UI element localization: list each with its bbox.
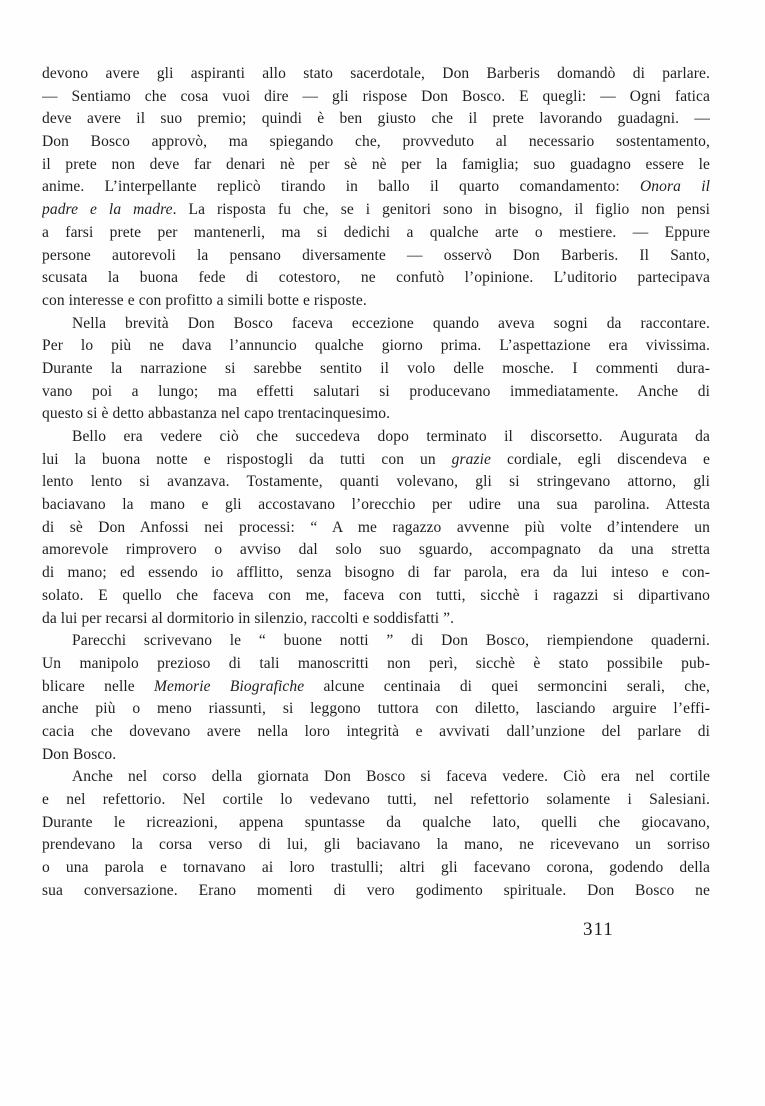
text-line	[42, 108, 710, 131]
text-line	[42, 880, 710, 903]
text-segment: amorevole rimprovero o avviso dal solo suo sguardo, accompagnato da una stretta	[42, 541, 710, 559]
text-segment: Don Bosco.	[42, 745, 117, 763]
text-line	[42, 676, 710, 699]
text-segment: Nella brevità Don Bosco faceva eccezione quando aveva sogni da raccontare.	[72, 314, 710, 332]
text-segment: anime. L’interpellante replicò tirando in ballo il quarto comandamento:	[42, 178, 640, 196]
text-line	[42, 86, 710, 109]
text-line	[42, 403, 710, 426]
paragraph	[42, 63, 710, 313]
italic-text-segment: grazie	[451, 450, 492, 468]
text-line	[42, 335, 710, 358]
paragraph	[42, 630, 710, 766]
text-segment: — Sentiamo che cosa vuoi dire — gli rispose Don Bosco. E quegli: — Ogni fatica	[42, 87, 710, 105]
text-line	[42, 608, 710, 631]
text-segment: alcune centinaia di quei sermoncini serali, che,	[304, 677, 710, 695]
text-line	[42, 176, 710, 199]
text-segment: Don Bosco approvò, ma spiegando che, provveduto al necessario sostentamento,	[42, 133, 710, 151]
text-segment: questo si è detto abbastanza nel capo trentacinquesimo.	[42, 405, 391, 423]
text-line	[42, 449, 710, 472]
text-line	[42, 290, 710, 313]
text-segment: baciavano la mano e gli accostavano l’orecchio per udire una sua parolina. Attesta	[42, 496, 710, 514]
italic-text-segment: Memorie Biografiche	[154, 677, 305, 695]
text-segment: scusata la buona fede di cotestoro, ne confutò l’opinione. L’uditorio partecipava	[42, 269, 710, 287]
text-line	[42, 471, 710, 494]
text-line	[42, 313, 710, 336]
text-segment: vano poi a lungo; ma effetti salutari si producevano immediatamente. Anche di	[42, 382, 710, 400]
text-line	[42, 199, 710, 222]
text-segment: Parecchi scrivevano le “ buone notti ” di Don Bosco, riempiendone quaderni.	[72, 632, 710, 650]
text-segment: devono avere gli aspiranti allo stato sacerdotale, Don Barberis domandò di parlare.	[42, 65, 710, 82]
text-segment: . La risposta fu che, se i genitori sono in bisogno, il figlio non pensi	[172, 201, 710, 219]
text-segment: Bello era vedere ciò che succedeva dopo terminato il discorsetto. Augurata da	[72, 428, 710, 445]
text-line	[42, 857, 710, 880]
text-line	[42, 267, 710, 290]
text-segment: il prete non deve far denari nè per sè nè per la famiglia; suo guadagno essere le	[42, 155, 710, 173]
italic-text-segment: Onora il	[639, 178, 710, 196]
text-segment: lui la buona notte e rispostogli da tutti con un	[42, 450, 452, 468]
text-segment: e nel refettorio. Nel cortile lo vedevano tutti, nel refettorio solamente i Salesiani.	[42, 791, 710, 808]
page-number: 311	[583, 919, 614, 940]
paragraph	[42, 426, 710, 630]
text-segment: con interesse e con profitto a simili botte e risposte.	[42, 291, 367, 309]
text-segment: a farsi prete per mantenerli, ma si dedichi a qualche arte o mestiere. — Eppure	[42, 223, 710, 241]
text-line	[42, 63, 710, 86]
italic-text-segment: padre e la madre	[42, 201, 173, 219]
text-segment: cacia che dovevano avere nella loro integrità e avvivati dall’unzione del parlare di	[42, 722, 710, 740]
text-line	[42, 358, 710, 381]
text-segment: blicare nelle	[42, 677, 154, 695]
text-segment: di sè Don Anfossi nei processi: “ A me ragazzo avvenne più volte d’intendere un	[42, 518, 710, 536]
text-line	[42, 721, 710, 744]
text-line	[42, 653, 710, 676]
text-segment: di mano; ed essendo io afflitto, senza bisogno di far parola, era da lui inteso e con-	[42, 564, 710, 582]
text-line	[42, 834, 710, 857]
text-segment: Durante le ricreazioni, appena spuntasse da qualche lato, quelli che giocavano,	[42, 813, 710, 831]
text-line	[42, 494, 710, 517]
text-segment: sua conversazione. Erano momenti di vero godimento spirituale. Don Bosco ne	[42, 881, 710, 899]
text-line	[42, 381, 710, 404]
text-line	[42, 744, 710, 767]
text-line	[42, 766, 710, 789]
text-segment: lento lento si avanzava. Tostamente, quanti volevano, gli si stringevano attorno, gli	[42, 473, 710, 491]
text-line	[42, 812, 710, 835]
text-line	[42, 539, 710, 562]
text-segment: persone autorevoli la pensano diversamente — osservò Don Barberis. Il Santo,	[42, 246, 710, 264]
text-segment: da lui per recarsi al dormitorio in silenzio, raccolti e soddisfatti ”.	[42, 609, 455, 627]
text-segment: prendevano la corsa verso di lui, gli baciavano la mano, ne ricevevano un sorriso	[42, 836, 710, 854]
text-segment: o una parola e tornavano ai loro trastulli; altri gli facevano corona, godendo della	[42, 859, 710, 877]
text-line	[42, 630, 710, 653]
text-line	[42, 426, 710, 449]
text-segment: anche più o meno riassunti, si leggono tuttora con diletto, lasciando arguire l’effi-	[42, 700, 710, 718]
page-text	[42, 63, 710, 902]
text-segment: Un manipolo prezioso di tali manoscritti non perì, sicchè è stato possibile pub-	[42, 654, 710, 672]
text-segment: Per lo più ne dava l’annuncio qualche giorno prima. L’aspettazione era vivissima.	[42, 337, 710, 355]
text-segment: Durante la narrazione si sarebbe sentito il volo delle mosche. I commenti dura-	[42, 359, 710, 377]
text-line	[42, 222, 710, 245]
text-line	[42, 154, 710, 177]
text-segment: cordiale, egli discendeva e	[491, 450, 710, 468]
paragraph	[42, 313, 710, 426]
paragraph	[42, 766, 710, 902]
text-segment: Anche nel corso della giornata Don Bosco si faceva vedere. Ciò era nel cortile	[72, 768, 710, 786]
text-line	[42, 131, 710, 154]
text-line	[42, 789, 710, 812]
text-segment: deve avere il suo premio; quindi è ben giusto che il prete lavorando guadagni. —	[42, 110, 710, 128]
text-line	[42, 562, 710, 585]
text-line	[42, 585, 710, 608]
text-line	[42, 517, 710, 540]
text-line	[42, 245, 710, 268]
text-segment: solato. E quello che faceva con me, faceva con tutti, sicchè i ragazzi si dipartivano	[42, 586, 710, 604]
text-line	[42, 698, 710, 721]
